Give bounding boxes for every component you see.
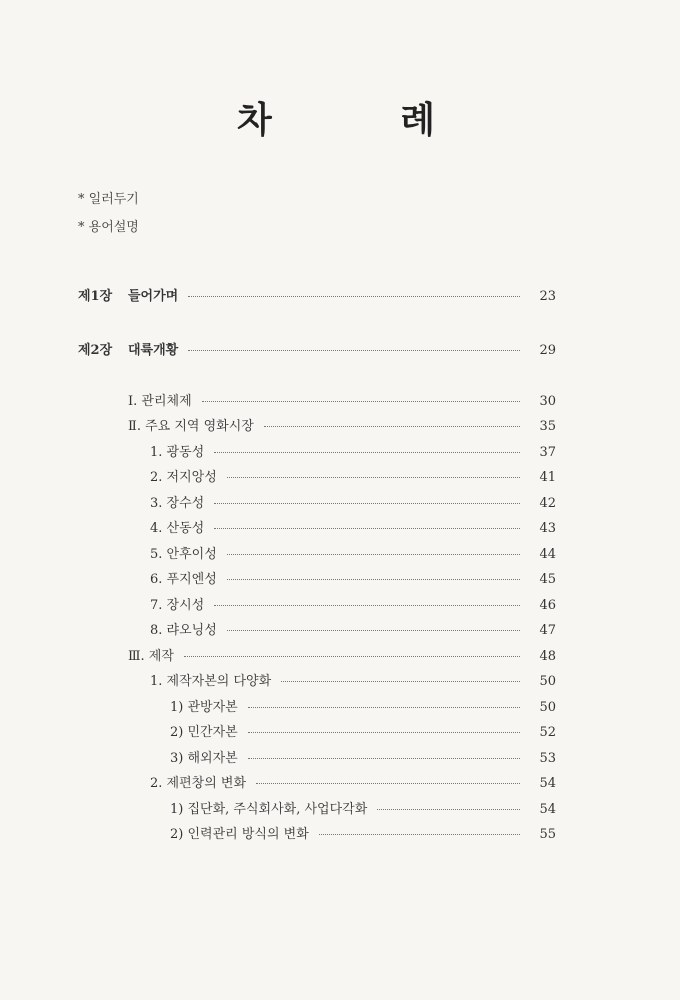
toc-leader-dots (188, 350, 520, 351)
toc-label-text: 5. 안후이성 (150, 547, 217, 562)
toc-label (170, 825, 313, 845)
toc-page-number: 55 (539, 827, 556, 842)
toc-label (150, 596, 208, 616)
toc-page-number: 47 (539, 623, 556, 638)
toc-label-text: Ⅱ. 주요 지역 영화시장 (128, 419, 254, 434)
toc-label-text: 4. 산동성 (150, 521, 205, 536)
toc-page-number: 43 (539, 521, 556, 536)
toc-leader-dots (256, 783, 520, 784)
toc-leader-dots (188, 296, 520, 297)
toc-label (170, 800, 371, 820)
toc-leader-dots (214, 528, 520, 529)
toc-page-number: 48 (539, 649, 556, 664)
toc-label-text: 6. 푸지엔성 (150, 572, 217, 587)
toc-label (78, 341, 182, 361)
toc-chapter-number: 제1장 (78, 289, 113, 304)
note-item: * 일러두기 (78, 192, 139, 207)
toc-label (170, 723, 242, 743)
toc-label (78, 287, 182, 307)
toc-label (170, 698, 242, 718)
toc-label-text: 2) 인력관리 방식의 변화 (170, 827, 309, 842)
toc-leader-dots (248, 707, 520, 708)
toc-page-number: 54 (539, 802, 556, 817)
toc-page-number: 29 (539, 343, 556, 358)
toc-row (150, 774, 556, 794)
toc-leader-dots (184, 656, 520, 657)
toc-row (128, 647, 556, 667)
toc-label (150, 570, 221, 590)
toc-page-number: 52 (539, 725, 556, 740)
toc-row (170, 800, 556, 820)
toc-label (150, 468, 221, 488)
toc-label (170, 749, 242, 769)
toc-page-number: 30 (539, 394, 556, 409)
toc-leader-dots (214, 503, 520, 504)
toc-label-text: 2. 제편창의 변화 (150, 776, 247, 791)
toc-leader-dots (214, 605, 520, 606)
toc-label-text: 3) 해외자본 (170, 751, 238, 766)
toc-page-number: 23 (539, 289, 556, 304)
toc-leader-dots (227, 630, 520, 631)
toc-leader-dots (248, 732, 520, 733)
toc-label (128, 392, 196, 412)
note-item: * 용어설명 (78, 220, 139, 235)
toc-leader-dots (214, 452, 520, 453)
toc-row (150, 519, 556, 539)
toc-label (150, 774, 250, 794)
toc-label-text: 들어가며 (128, 289, 179, 304)
toc-leader-dots (202, 401, 520, 402)
toc-row (150, 672, 556, 692)
toc-row (150, 494, 556, 514)
toc-label (128, 647, 178, 667)
toc-label (128, 417, 258, 437)
toc-leader-dots (281, 681, 520, 682)
toc-row (128, 417, 556, 437)
toc-row (170, 749, 556, 769)
notes-list (78, 186, 139, 242)
page-title: 차 례 (236, 99, 494, 141)
toc-chapter-number: 제2장 (78, 343, 113, 358)
toc-label (150, 545, 221, 565)
toc-leader-dots (319, 834, 520, 835)
toc-label-text: 8. 랴오닝성 (150, 623, 217, 638)
toc-page-number: 41 (539, 470, 556, 485)
toc-leader-dots (248, 758, 520, 759)
toc-page-number: 42 (539, 496, 556, 511)
toc-label (150, 443, 208, 463)
toc-page-number: 46 (539, 598, 556, 613)
toc-label-text: 1) 관방자본 (170, 700, 238, 715)
toc-label (150, 519, 208, 539)
toc-label-text: 대륙개황 (128, 343, 179, 358)
toc-label-text: 2) 민간자본 (170, 725, 238, 740)
toc-leader-dots (227, 579, 520, 580)
toc-page-number: 50 (539, 700, 556, 715)
toc-label (150, 621, 221, 641)
toc-leader-dots (264, 426, 520, 427)
toc-leader-dots (227, 477, 520, 478)
toc-chapter-row (78, 341, 556, 361)
toc-page-number: 53 (539, 751, 556, 766)
toc-row (170, 723, 556, 743)
toc-row (170, 698, 556, 718)
toc-row (150, 545, 556, 565)
toc-page-number: 50 (539, 674, 556, 689)
toc-leader-dots (377, 809, 520, 810)
toc-label-text: 3. 장수성 (150, 496, 205, 511)
toc-row (150, 570, 556, 590)
toc-row (150, 621, 556, 641)
toc-label-text: Ⅰ. 관리체제 (128, 394, 192, 409)
toc-page-number: 37 (539, 445, 556, 460)
toc-label-text: 2. 저지앙성 (150, 470, 217, 485)
toc-chapter-row (78, 287, 556, 307)
toc-label-text: 1) 집단화, 주식회사화, 사업다각화 (170, 802, 368, 817)
toc-row (150, 468, 556, 488)
toc-row (170, 825, 556, 845)
toc-label-text: 7. 장시성 (150, 598, 205, 613)
toc-row (128, 392, 556, 412)
toc-label-text: Ⅲ. 제작 (128, 649, 174, 664)
toc-page-number: 45 (539, 572, 556, 587)
toc-leader-dots (227, 554, 520, 555)
toc-row (150, 596, 556, 616)
toc-label (150, 672, 275, 692)
toc-label (150, 494, 208, 514)
toc-row (150, 443, 556, 463)
toc-page-number: 35 (539, 419, 556, 434)
toc-label-text: 1. 광동성 (150, 445, 205, 460)
toc-page-number: 44 (539, 547, 556, 562)
toc-label-text: 1. 제작자본의 다양화 (150, 674, 272, 689)
toc-page-number: 54 (539, 776, 556, 791)
